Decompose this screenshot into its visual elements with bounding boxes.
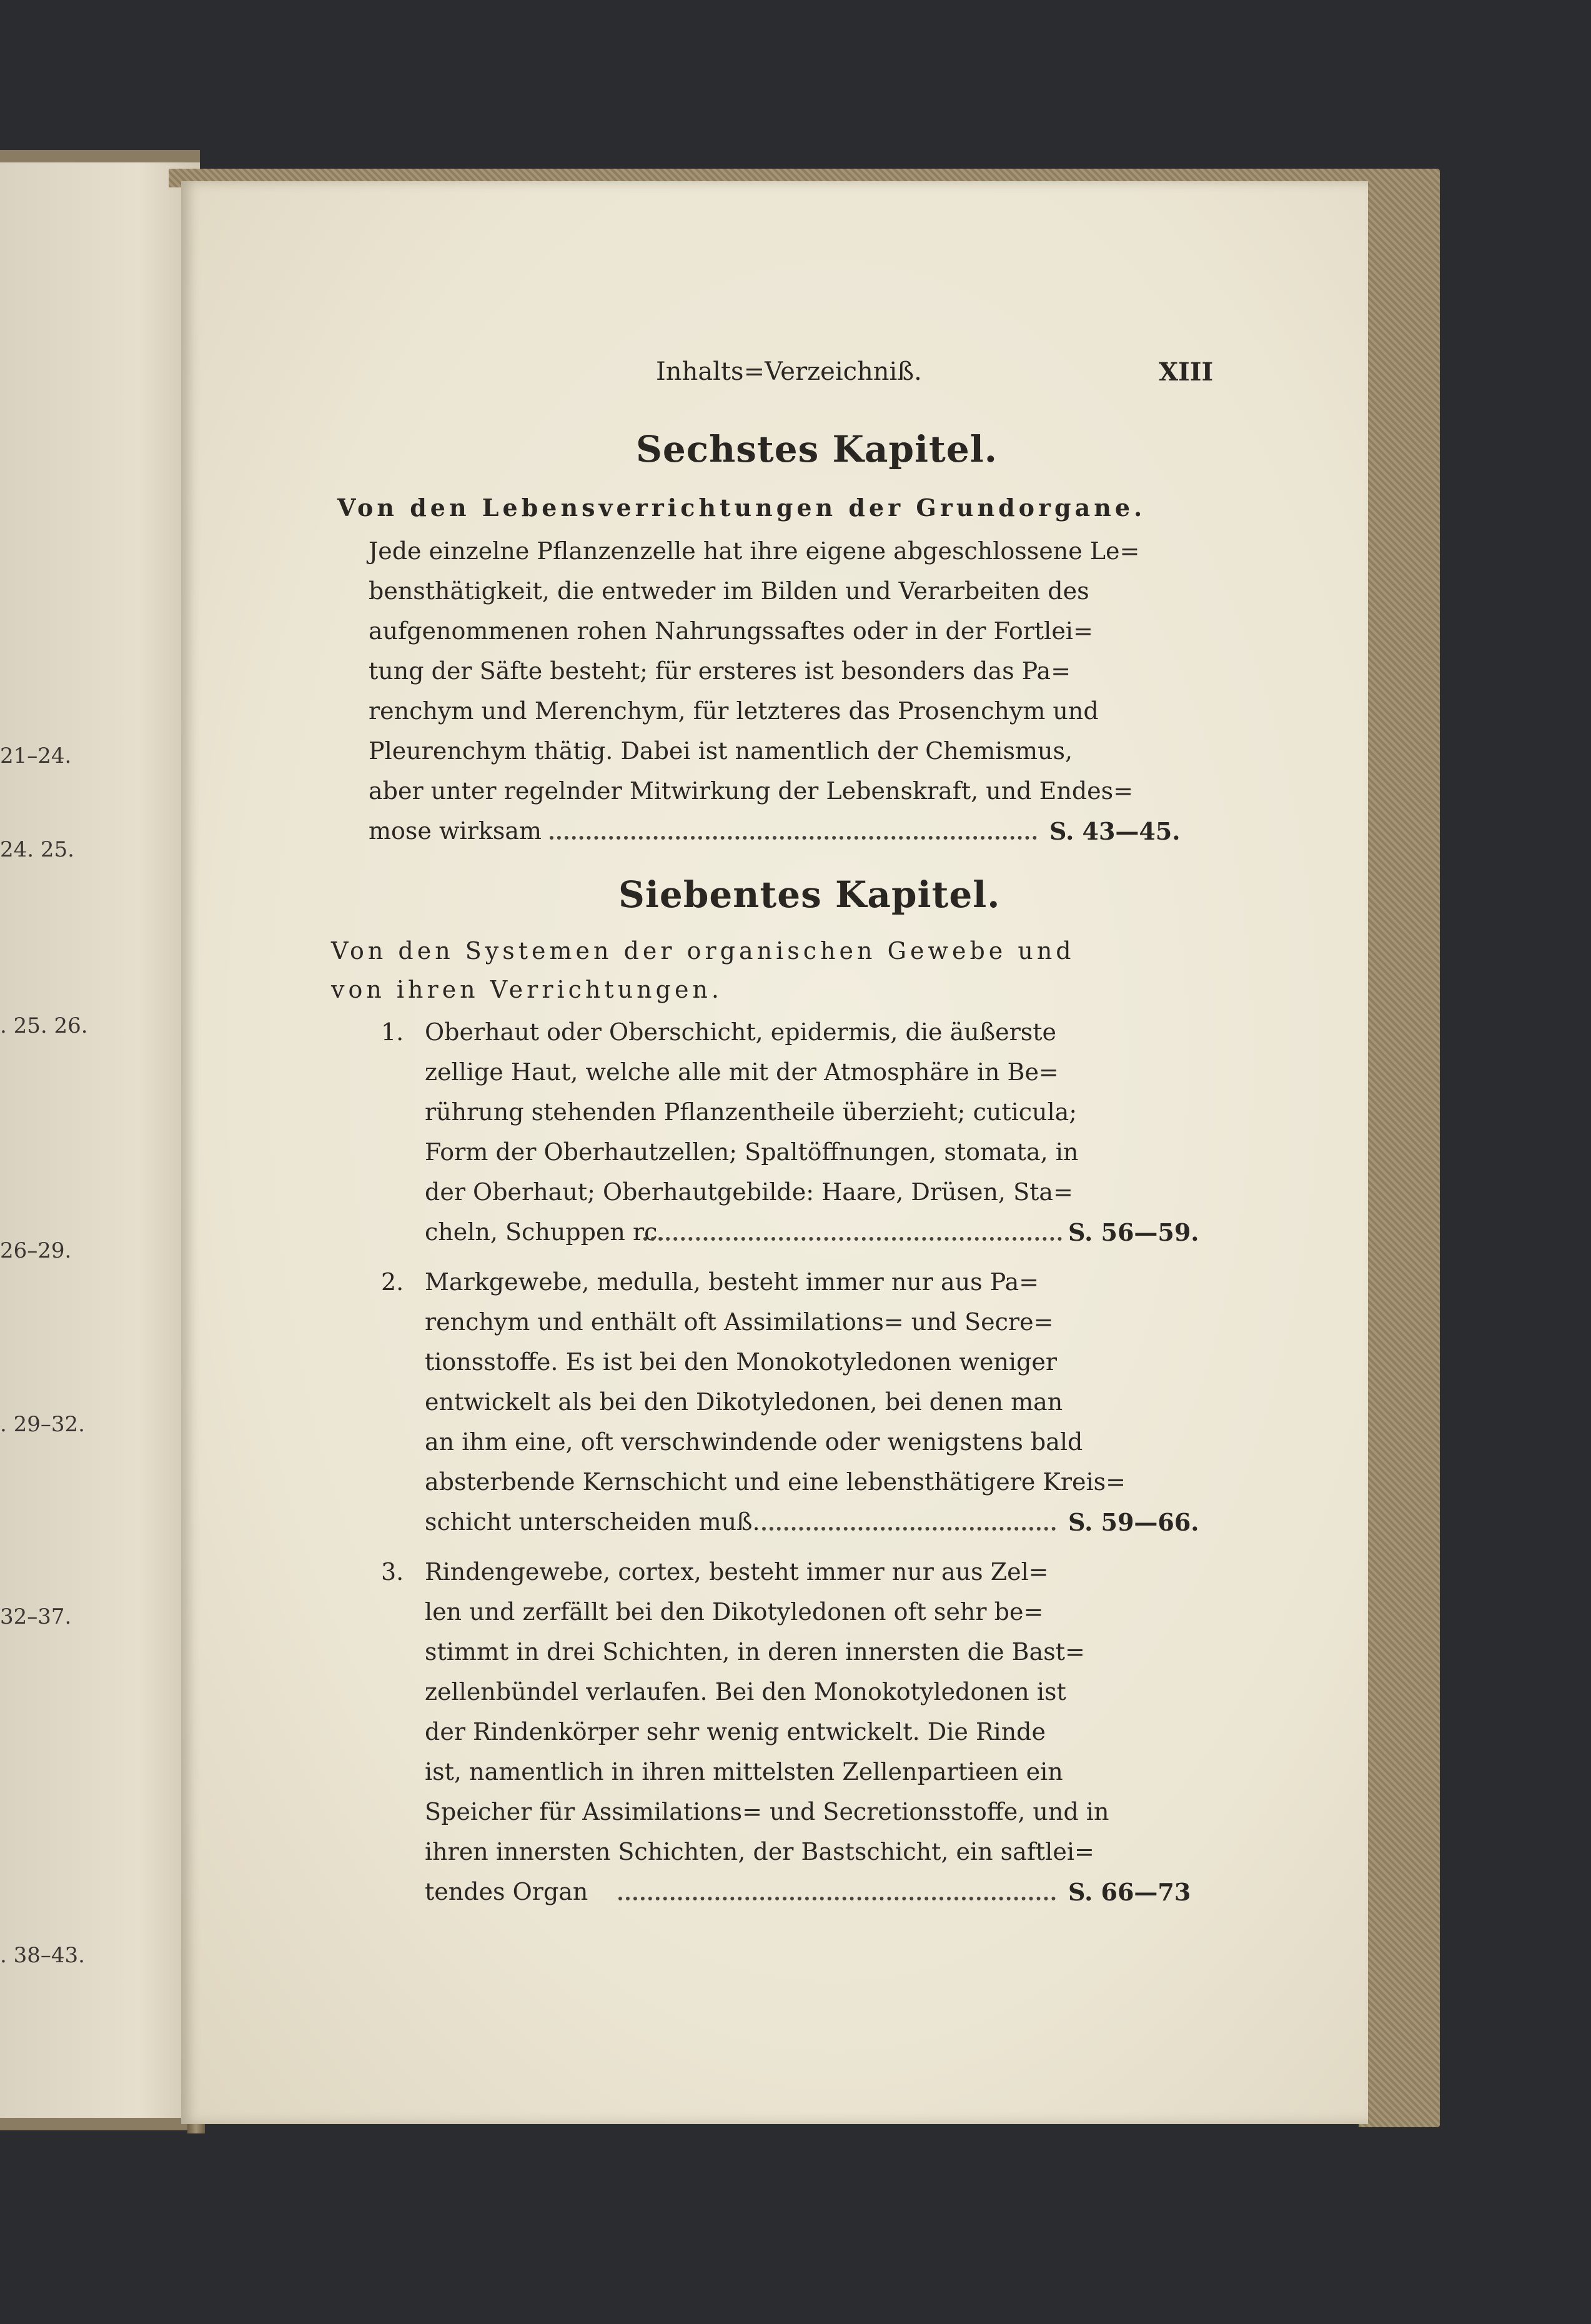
item-pages: S. 59—66. bbox=[1068, 1508, 1199, 1536]
chapter-7-subtitle: von ihren Verrichtungen. bbox=[331, 976, 723, 1003]
dot-leader bbox=[762, 1527, 1056, 1531]
margin-ref: 21–24. bbox=[0, 743, 72, 768]
item-number: 1. bbox=[381, 1018, 404, 1046]
item-line: entwickelt als bei den Dikotyledonen, bei denen man bbox=[425, 1388, 1063, 1416]
chapter-7-title: Siebentes Kapitel. bbox=[618, 873, 1001, 916]
margin-ref: . 29–32. bbox=[0, 1412, 85, 1437]
item-line: tendes Organ bbox=[425, 1878, 588, 1905]
item-line: der Rindenkörper sehr wenig entwickelt. Die Rinde bbox=[425, 1718, 1046, 1745]
running-title: Inhalts=Verzeichniß. bbox=[656, 357, 922, 386]
item-line: cheln, Schuppen rc. bbox=[425, 1218, 665, 1246]
item-line: Markgewebe, medulla, besteht immer nur aus Pa= bbox=[425, 1268, 1039, 1296]
item-line: Rindengewebe, cortex, besteht immer nur aus Zel= bbox=[425, 1558, 1049, 1586]
chapter-6-line: bensthätigkeit, die entweder im Bilden und Verarbeiten des bbox=[369, 577, 1089, 605]
item-number: 2. bbox=[381, 1268, 404, 1296]
item-line: der Oberhaut; Oberhautgebilde: Haare, Drüsen, Sta= bbox=[425, 1178, 1073, 1206]
item-line: zellenbündel verlaufen. Bei den Monokotyledonen ist bbox=[425, 1678, 1066, 1706]
item-number: 3. bbox=[381, 1558, 404, 1586]
page-number: XIII bbox=[1159, 357, 1214, 387]
dot-leader bbox=[643, 1237, 1062, 1241]
right-page bbox=[181, 181, 1368, 2124]
chapter-6-line: renchym und Merenchym, für letzteres das Prosenchym und bbox=[369, 697, 1099, 725]
margin-ref: 32–37. bbox=[0, 1604, 72, 1629]
chapter-6-subtitle: Von den Lebensverrichtungen der Grundorgane. bbox=[337, 494, 1146, 522]
item-line: stimmt in drei Schichten, in deren innersten die Bast= bbox=[425, 1638, 1085, 1666]
chapter-6-line: tung der Säfte besteht; für ersteres ist besonders das Pa= bbox=[369, 657, 1071, 685]
chapter-6-title: Sechstes Kapitel. bbox=[636, 428, 998, 470]
item-line: schicht unterscheiden muß. bbox=[425, 1508, 760, 1536]
chapter-7-subtitle: Von den Systemen der organischen Gewebe und bbox=[331, 937, 1075, 965]
cover-edge-right bbox=[1359, 169, 1440, 2127]
item-line: an ihm eine, oft verschwindende oder wenigstens bald bbox=[425, 1428, 1083, 1456]
item-line: rührung stehenden Pflanzentheile überzieht; cuticula; bbox=[425, 1098, 1078, 1126]
item-line: tionsstoffe. Es ist bei den Monokotyledonen weniger bbox=[425, 1348, 1058, 1376]
chapter-6-line: Jede einzelne Pflanzenzelle hat ihre eigene abgeschlossene Le= bbox=[369, 537, 1140, 565]
chapter-6-line: Pleurenchym thätig. Dabei ist namentlich der Chemismus, bbox=[369, 737, 1073, 765]
chapter-6-line: aber unter regelnder Mitwirkung der Lebenskraft, und Endes= bbox=[369, 777, 1133, 805]
margin-ref: . 38–43. bbox=[0, 1943, 85, 1968]
item-line: ist, namentlich in ihren mittelsten Zellenpartieen ein bbox=[425, 1758, 1063, 1785]
item-line: Oberhaut oder Oberschicht, epidermis, die äußerste bbox=[425, 1018, 1057, 1046]
item-pages: S. 66—73 bbox=[1068, 1878, 1191, 1906]
chapter-6-line: aufgenommenen rohen Nahrungssaftes oder in der Fortlei= bbox=[369, 617, 1093, 645]
dot-leader bbox=[550, 836, 1037, 840]
item-line: Speicher für Assimilations= und Secretionsstoffe, und in bbox=[425, 1798, 1109, 1825]
item-line: renchym und enthält oft Assimilations= und Secre= bbox=[425, 1308, 1054, 1336]
item-pages: S. 56—59. bbox=[1068, 1218, 1199, 1246]
left-page bbox=[0, 150, 200, 2130]
item-line: zellige Haut, welche alle mit der Atmosphäre in Be= bbox=[425, 1058, 1059, 1086]
chapter-6-line: mose wirksam bbox=[369, 817, 542, 845]
item-line: ihren innersten Schichten, der Bastschicht, ein saftlei= bbox=[425, 1838, 1094, 1865]
item-line: Form der Oberhautzellen; Spaltöffnungen, stomata, in bbox=[425, 1138, 1079, 1166]
item-line: len und zerfällt bei den Dikotyledonen oft sehr be= bbox=[425, 1598, 1044, 1626]
chapter-6-pages: S. 43—45. bbox=[1049, 817, 1181, 845]
item-line: absterbende Kernschicht und eine lebensthätigere Kreis= bbox=[425, 1468, 1126, 1496]
margin-ref: . 25. 26. bbox=[0, 1013, 88, 1038]
dot-leader bbox=[618, 1897, 1056, 1900]
margin-ref: 26–29. bbox=[0, 1238, 72, 1263]
margin-ref: 24. 25. bbox=[0, 837, 74, 862]
